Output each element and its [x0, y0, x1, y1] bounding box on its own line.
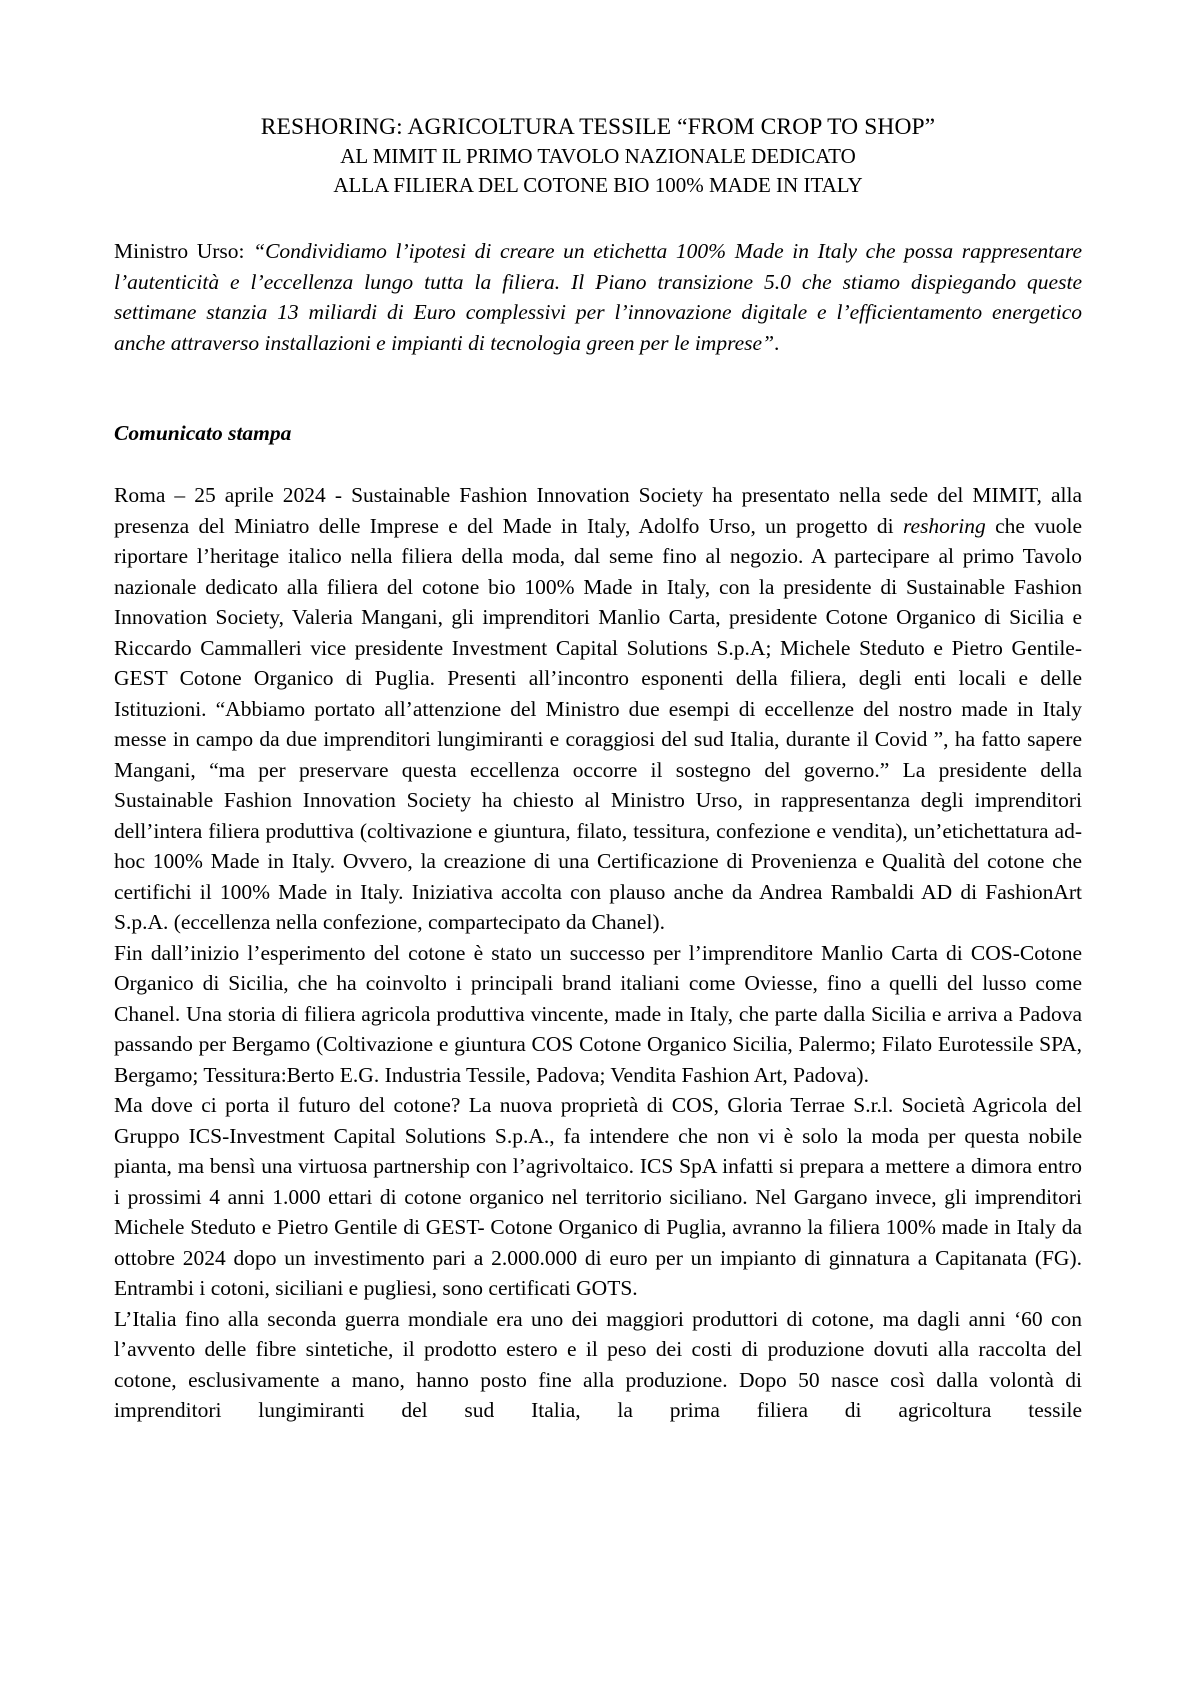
body-paragraph-2: Fin dall’inizio l’esperimento del cotone è stato un successo per l’imprenditore Manlio Carta di COS-Cotone Organico di Sicilia, che ha coinvolto i principali brand italiani come Oviesse, fino a quelli del lusso come Chanel. Una storia di filiera agricola produttiva vincente, made in Italy, che parte dalla Sicilia e arriva a Padova passando per Bergamo (Coltivazione e giuntura COS Cotone Organico Sicilia, Palermo; Filato Eurotessile SPA, Bergamo; Tessitura:Berto E.G. Industria Tessile, Padova; Vendita Fashion Art, Padova).: [114, 940, 1082, 1087]
press-release-body: [114, 480, 1082, 1426]
document-subtitle-line-2: ALLA FILIERA DEL COTONE BIO 100% MADE IN ITALY: [333, 173, 863, 197]
body-paragraph-3: Ma dove ci porta il futuro del cotone? La nuova proprietà di COS, Gloria Terrae S.r.l. Società Agricola del Gruppo ICS-Investment Capital Solutions S.p.A., fa intendere che non vi è solo la moda per questa nobile pianta, ma bensì una virtuosa partnership con l’agrivoltaico. ICS SpA infatti si prepara a mettere a dimora entro i prossimi 4 anni 1.000 ettari di cotone organico nel territorio siciliano. Nel Gargano invece, gli imprenditori Michele Steduto e Pietro Gentile di GEST- Cotone Organico di Puglia, avranno la filiera 100% made in Italy da ottobre 2024 dopo un investimento pari a 2.000.000 di euro per un impianto di ginnatura a Capitanata (FG). Entrambi i cotoni, siciliani e pugliesi, sono certificati GOTS.: [114, 1093, 1082, 1300]
quote-speaker: Ministro Urso:: [114, 239, 254, 263]
quote-text: “Condividiamo l’ipotesi di creare un etichetta 100% Made in Italy che possa rappresentare l’autenticità e l’eccellenza lungo tutta la filiera. Il Piano transizione 5.0 che stiamo dispiegando queste settimane stanzia 13 miliardi di Euro complessivi per l’innovazione digitale e l’efficientamento energetico anche attraverso installazioni e impianti di tecnologia green per le imprese”: [114, 239, 1082, 355]
document-subtitle-line-1: AL MIMIT IL PRIMO TAVOLO NAZIONALE DEDICATO: [340, 144, 856, 168]
document-header: [114, 112, 1082, 200]
body-paragraph-1: Roma – 25 aprile 2024 - Sustainable Fashion Innovation Society ha presentato nella sede del MIMIT, alla presenza del Miniatro delle Imprese e del Made in Italy, Adolfo Urso, un progetto di reshoring che vuole riportare l’heritage italico nella filiera della moda, dal seme fino al negozio. A partecipare al primo Tavolo nazionale dedicato alla filiera del cotone bio 100% Made in Italy, con la presidente di Sustainable Fashion Innovation Society, Valeria Mangani, gli imprenditori Manlio Carta, presidente Cotone Organico di Sicilia e Riccardo Cammalleri vice presidente Investment Capital Solutions S.p.A; Michele Steduto e Pietro Gentile- GEST Cotone Organico di Puglia. Presenti all’incontro esponenti della filiera, degli enti locali e delle Istituzioni. “Abbiamo portato all’attenzione del Ministro due esempi di eccellenze del nostro made in Italy messe in campo da due imprenditori lungimiranti e coraggiosi del sud Italia, durante il Covid ”, ha fatto sapere Mangani, “ma per preservare questa eccellenza occorre il sostegno del governo.” La presidente della Sustainable Fashion Innovation Society ha chiesto al Ministro Urso, in rappresentanza degli imprenditori dell’intera filiera produttiva (coltivazione e giuntura, filato, tessitura, confezione e vendita), un’etichettatura ad-hoc 100% Made in Italy. Ovvero, la creazione di una Certificazione di Provenienza e Qualità del cotone che certifichi il 100% Made in Italy. Iniziativa accolta con plauso anche da Andrea Rambaldi AD di FashionArt S.p.A. (eccellenza nella confezione, compartecipato da Chanel).: [114, 483, 1082, 934]
quote-end: .: [774, 330, 780, 355]
body-paragraph-4: L’Italia fino alla seconda guerra mondiale era uno dei maggiori produttori di cotone, ma dagli anni ‘60 con l’avvento delle fibre sintetiche, il prodotto estero e il peso dei costi di produzione dovuti alla raccolta del cotone, esclusivamente a mano, hanno posto fine alla produzione. Dopo 50 nasce così dalla volontà di imprenditori lungimiranti del sud Italia, la prima filiera di agricoltura tessile: [114, 1306, 1082, 1422]
document-title: RESHORING: AGRICOLTURA TESSILE “FROM CROP TO SHOP”: [260, 114, 936, 140]
press-release-label: Comunicato stampa: [114, 421, 292, 445]
minister-quote: [114, 236, 1082, 358]
